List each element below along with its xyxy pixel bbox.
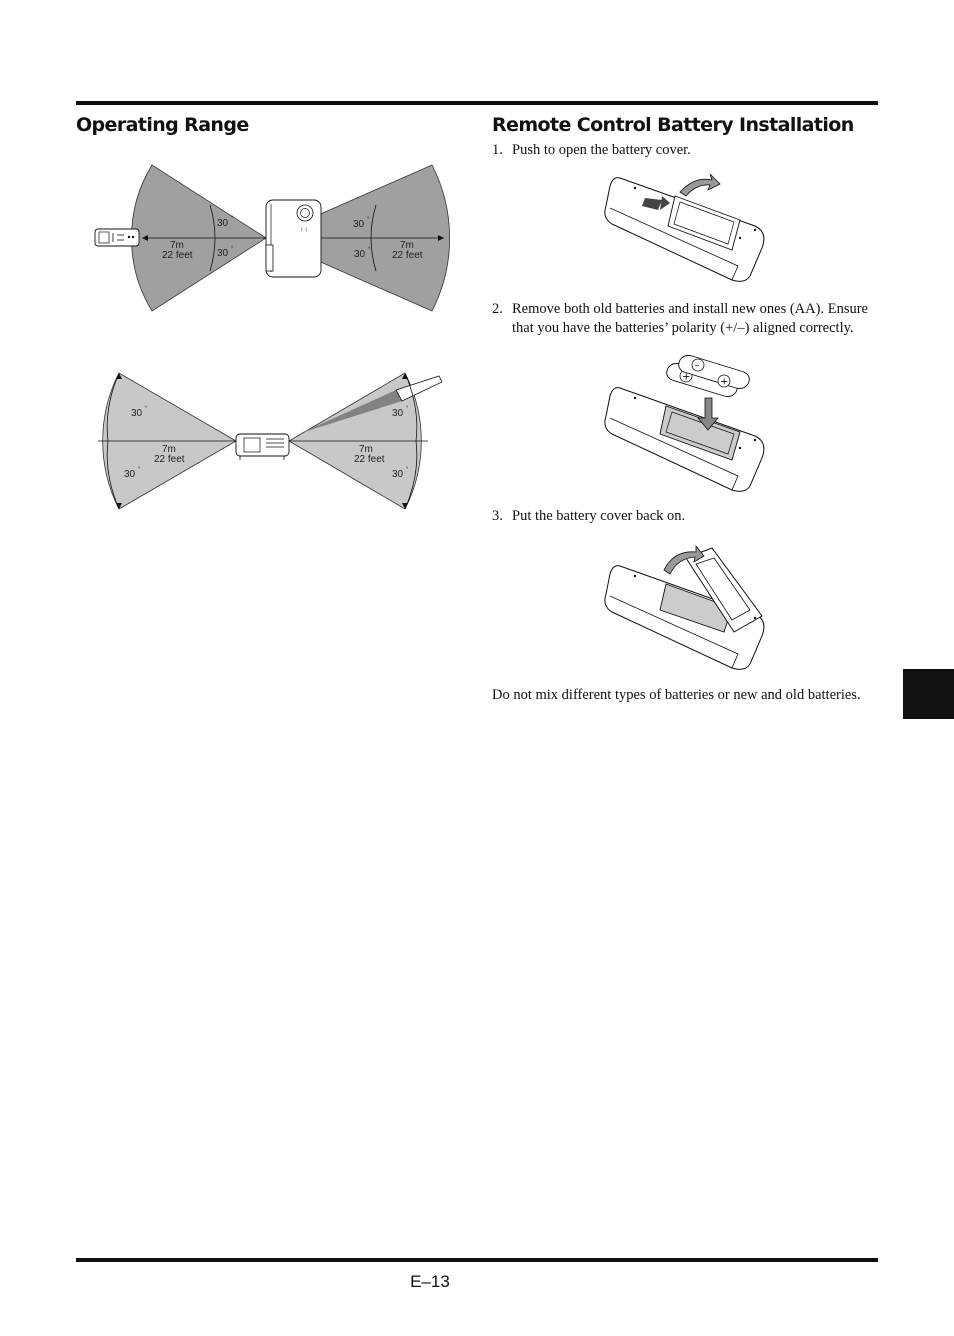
section-tab-marker: [903, 669, 954, 719]
angle-label: 30: [353, 219, 365, 230]
distance-label: 7m: [162, 444, 176, 455]
svg-text:°: °: [406, 467, 409, 473]
top-rule: [76, 101, 878, 105]
distance-label: 22 feet: [392, 250, 423, 261]
battery-installation-title: Remote Control Battery Installation: [492, 114, 854, 136]
page-number: E–13: [410, 1272, 450, 1291]
remote-insert-batteries-illustration: [600, 352, 770, 497]
angle-label: 30: [217, 218, 229, 229]
battery-note: Do not mix different types of batteries or new and old batteries.: [492, 687, 861, 703]
svg-text:°: °: [367, 217, 370, 223]
distance-label: 22 feet: [162, 250, 193, 261]
svg-text:°: °: [368, 247, 371, 253]
step-number: 2.: [492, 301, 503, 317]
operating-range-title: Operating Range: [76, 114, 249, 136]
step-3: [492, 507, 882, 526]
distance-label: 22 feet: [154, 454, 185, 465]
operating-range-bottom-diagram: [96, 368, 436, 518]
distance-label: 7m: [359, 444, 373, 455]
remote-close-cover-illustration: [600, 540, 770, 675]
svg-text:–: –: [694, 360, 700, 371]
projector-top-icon: [236, 434, 289, 460]
operating-range-top-diagram: [90, 160, 450, 320]
angle-label: 30: [392, 408, 404, 419]
step-text: Remove both old batteries and install new ones (AA). Ensure that you have the batteries’ polarity (+/–) aligned correctly.: [512, 301, 868, 336]
distance-label: 7m: [400, 240, 414, 251]
step-number: 1.: [492, 142, 503, 158]
remote-control-icon: [95, 229, 139, 246]
projector-side-icon: [266, 200, 321, 277]
svg-text:°: °: [231, 216, 234, 222]
svg-text:°: °: [145, 406, 148, 412]
angle-label: 30: [354, 249, 366, 260]
angle-label: 30: [131, 408, 143, 419]
step-text: Put the battery cover back on.: [512, 508, 686, 524]
angle-label: 30: [124, 469, 136, 480]
svg-text:°: °: [231, 246, 234, 252]
step-number: 3.: [492, 508, 503, 524]
distance-label: 7m: [170, 240, 184, 251]
step-1: [492, 141, 882, 160]
distance-label: 22 feet: [354, 454, 385, 465]
svg-text:+: +: [682, 371, 691, 383]
angle-label: 30: [217, 248, 229, 259]
svg-text:+: +: [720, 376, 729, 388]
step-2: [492, 300, 882, 338]
bottom-rule: [76, 1258, 878, 1262]
svg-text:°: °: [406, 406, 409, 412]
svg-text:°: °: [138, 467, 141, 473]
svg-text:↕ ↕: ↕ ↕: [300, 227, 308, 233]
step-text: Push to open the battery cover.: [512, 142, 691, 158]
remote-open-cover-illustration: [600, 168, 770, 288]
angle-label: 30: [392, 469, 404, 480]
